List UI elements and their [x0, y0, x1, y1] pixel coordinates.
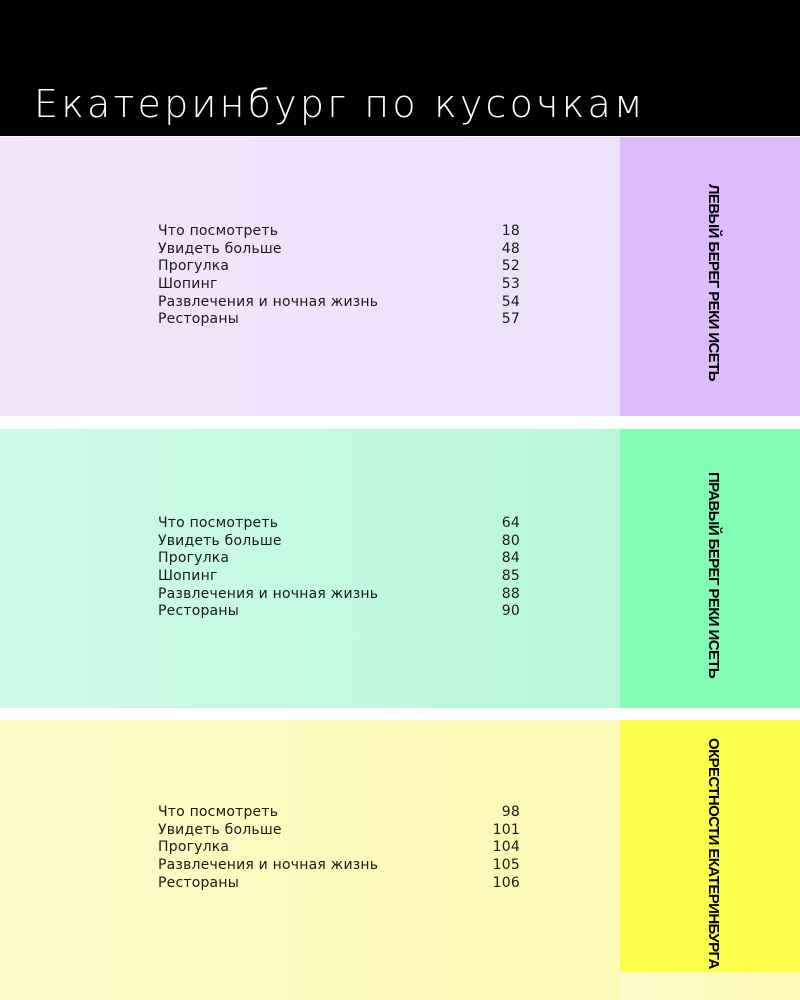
toc-entry[interactable]	[158, 241, 520, 259]
toc-list	[158, 804, 520, 892]
toc-entry-title: Что посмотреть	[158, 223, 279, 239]
toc-entry[interactable]	[158, 822, 520, 840]
section-panel-tail	[620, 972, 800, 1000]
toc-entry[interactable]	[158, 276, 520, 294]
toc-entry-page: 53	[501, 276, 520, 293]
toc-entry-title: Что посмотреть	[158, 804, 279, 820]
toc-entry-title: Рестораны	[158, 311, 239, 328]
toc-entry-title: Увидеть больше	[158, 532, 282, 549]
toc-entry[interactable]	[158, 311, 520, 329]
toc-entry[interactable]	[158, 533, 520, 551]
toc-entry-page: 57	[501, 311, 520, 328]
page-title: Екатеринбург по кусочкам	[34, 82, 646, 126]
toc-entry-page: 98	[501, 804, 520, 820]
toc-entry-title: Развлечения и ночная жизнь	[158, 585, 379, 602]
toc-entry-page: 85	[501, 568, 520, 585]
toc-entry[interactable]	[158, 294, 520, 312]
toc-entry-page: 52	[501, 258, 520, 275]
toc-entry[interactable]	[158, 875, 520, 893]
toc-entry[interactable]	[158, 515, 520, 533]
toc-entry-page: 105	[492, 857, 520, 874]
toc-entry-title: Увидеть больше	[158, 240, 282, 257]
header-bar	[0, 0, 800, 136]
toc-entry-title: Рестораны	[158, 874, 239, 891]
section-tab-label: ЛЕВЫЙ БЕРЕГ РЕКИ ИСЕТЬ	[705, 184, 722, 381]
toc-entry-title: Прогулка	[158, 258, 230, 275]
toc-entry[interactable]	[158, 839, 520, 857]
section-tab-label: ПРАВЫЙ БЕРЕГ РЕКИ ИСЕТЬ	[705, 472, 722, 679]
toc-entry-title: Прогулка	[158, 839, 230, 856]
toc-entry-title: Шопинг	[158, 568, 218, 585]
toc-entry-page: 88	[501, 585, 520, 602]
toc-entry-page: 104	[492, 839, 520, 856]
toc-entry-title: Шопинг	[158, 276, 218, 293]
toc-entry-page: 48	[501, 240, 520, 257]
section-left-bank	[0, 137, 800, 416]
toc-list	[158, 223, 520, 329]
section-tab-label: ОКРЕСТНОСТИ ЕКАТЕРИНБУРГА	[705, 738, 722, 969]
toc-entry[interactable]	[158, 258, 520, 276]
toc-entry-title: Развлечения и ночная жизнь	[158, 857, 379, 874]
toc-list	[158, 515, 520, 621]
toc-entry-title: Прогулка	[158, 550, 230, 567]
toc-entry[interactable]	[158, 550, 520, 568]
toc-entry[interactable]	[158, 603, 520, 621]
toc-entry-title: Рестораны	[158, 603, 239, 620]
toc-entry[interactable]	[158, 804, 520, 822]
toc-entry-page: 80	[501, 532, 520, 549]
section-right-bank	[0, 429, 800, 708]
toc-entry-page: 64	[501, 515, 520, 531]
toc-entry-title: Увидеть больше	[158, 821, 282, 838]
toc-entry-page: 101	[492, 821, 520, 838]
toc-entry[interactable]	[158, 586, 520, 604]
toc-entry[interactable]	[158, 223, 520, 241]
toc-entry-page: 106	[492, 874, 520, 891]
section-surroundings	[0, 720, 800, 1000]
toc-entry[interactable]	[158, 568, 520, 586]
toc-entry[interactable]	[158, 857, 520, 875]
toc-entry-page: 54	[501, 293, 520, 310]
toc-entry-title: Развлечения и ночная жизнь	[158, 293, 379, 310]
toc-entry-page: 18	[501, 223, 520, 239]
toc-entry-page: 84	[501, 550, 520, 567]
toc-entry-page: 90	[501, 603, 520, 620]
toc-entry-title: Что посмотреть	[158, 515, 279, 531]
